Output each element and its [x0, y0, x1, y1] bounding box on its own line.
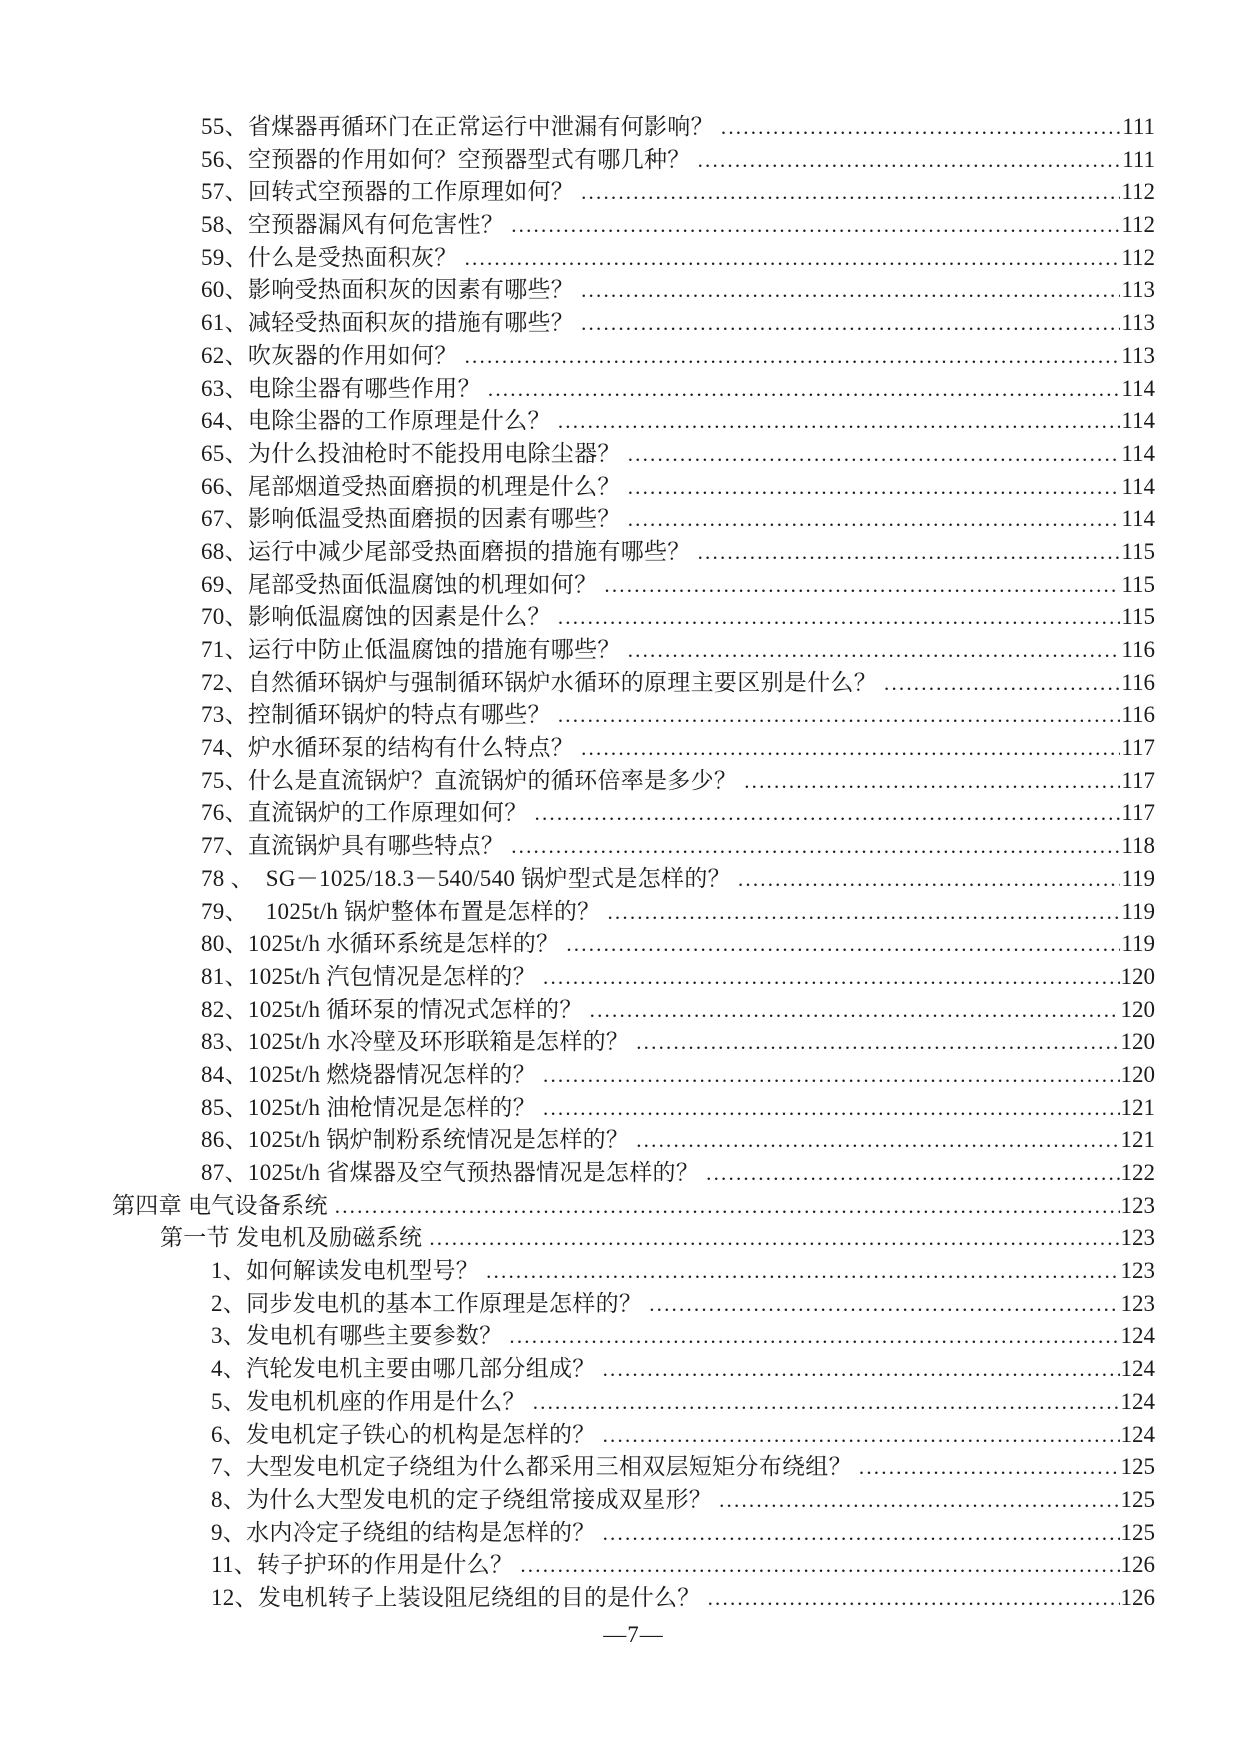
- dot-leader: [621, 438, 1121, 471]
- toc-entry-title: 73、控制循环锅炉的特点有哪些？: [201, 702, 551, 728]
- dot-leader: [621, 634, 1121, 667]
- dot-leader: [731, 863, 1120, 896]
- toc-entry[interactable]: [112, 961, 1155, 994]
- dot-leader: [691, 536, 1121, 569]
- dot-leader: [596, 1517, 1120, 1550]
- toc-entry[interactable]: [112, 928, 1155, 961]
- toc-entry[interactable]: [112, 732, 1155, 765]
- toc-entry[interactable]: [112, 340, 1155, 373]
- dot-leader: [559, 928, 1120, 961]
- toc-entry-title: 9、水内冷定子绕组的结构是怎样的？: [211, 1519, 596, 1545]
- dot-leader: [526, 1386, 1120, 1419]
- toc-entry[interactable]: [112, 1288, 1155, 1321]
- dot-leader: [328, 1190, 1120, 1223]
- dot-leader: [629, 1026, 1119, 1059]
- toc-entry[interactable]: [112, 373, 1155, 406]
- toc-entry[interactable]: [112, 863, 1155, 896]
- dot-leader: [699, 1157, 1119, 1190]
- dot-leader: [852, 1451, 1120, 1484]
- toc-entry-title: 69、尾部受热面低温腐蚀的机理如何？: [201, 571, 598, 597]
- toc-entry-title: 80、1025t/h 水循环系统是怎样的？: [201, 931, 560, 957]
- toc-entry[interactable]: [112, 209, 1155, 242]
- dot-leader: [621, 471, 1121, 504]
- toc-entry-title: 12、发电机转子上装设阻尼绕组的目的是什么？: [211, 1584, 701, 1610]
- dot-leader: [502, 1320, 1119, 1353]
- toc-entry[interactable]: [112, 634, 1155, 667]
- toc-entry-page-number: 117: [1121, 767, 1155, 793]
- page-number-footer: —7—: [603, 1622, 664, 1647]
- toc-entry-page-number: 120: [1120, 963, 1155, 989]
- toc-entry-page-number: 115: [1121, 604, 1155, 630]
- toc-entry-page-number: 123: [1120, 1258, 1155, 1284]
- toc-entry-page-number: 120: [1120, 1029, 1155, 1055]
- dot-leader: [528, 797, 1121, 830]
- dot-leader: [596, 1353, 1120, 1386]
- dot-leader: [479, 1255, 1119, 1288]
- toc-entry-title: 8、为什么大型发电机的定子绕组常接成双星形？: [211, 1486, 713, 1512]
- dot-leader: [574, 176, 1120, 209]
- toc-entry-page-number: 124: [1120, 1388, 1155, 1414]
- toc-entry-title: 11、转子护环的作用是什么？: [211, 1552, 514, 1578]
- toc-entry-title: 58、空预器漏风有何危害性？: [201, 212, 505, 238]
- toc-entry-title: 72、自然循环锅炉与强制循环锅炉水循环的原理主要区别是什么？: [201, 669, 877, 695]
- toc-entry-title: 4、汽轮发电机主要由哪几部分组成？: [211, 1356, 596, 1382]
- dot-leader: [701, 1582, 1120, 1615]
- toc-entry-page-number: 116: [1121, 637, 1155, 662]
- dot-leader: [504, 830, 1120, 863]
- toc-entry-page-number: 117: [1121, 800, 1155, 826]
- toc-entry[interactable]: [112, 438, 1155, 471]
- toc-entry[interactable]: [112, 1026, 1155, 1059]
- toc-entry[interactable]: [112, 1059, 1155, 1092]
- toc-entry-page-number: 119: [1121, 898, 1155, 924]
- toc-entry[interactable]: [112, 1255, 1155, 1288]
- dot-leader: [691, 144, 1122, 177]
- toc-entry-title: 83、1025t/h 水冷壁及环形联箱是怎样的？: [201, 1029, 630, 1055]
- toc-entry[interactable]: [112, 1386, 1155, 1419]
- toc-entry-page-number: 122: [1120, 1160, 1155, 1185]
- toc-entry-title: 65、为什么投油枪时不能投用电除尘器？: [201, 440, 621, 466]
- toc-entry[interactable]: [112, 1582, 1155, 1615]
- dot-leader: [504, 209, 1120, 242]
- toc-entry-page-number: 121: [1120, 1127, 1155, 1153]
- toc-entry-title: 76、直流锅炉的工作原理如何？: [201, 800, 528, 826]
- toc-entry-title: 71、运行中防止低温腐蚀的措施有哪些？: [201, 637, 621, 662]
- toc-entry-page-number: 121: [1120, 1094, 1155, 1120]
- dot-leader: [574, 732, 1120, 765]
- toc-entry-page-number: 114: [1121, 375, 1155, 401]
- toc-entry-title: 61、减轻受热面积灰的措施有哪些？: [201, 310, 575, 336]
- toc-entry-page-number: 114: [1121, 408, 1155, 434]
- toc-entry-page-number: 119: [1121, 931, 1155, 957]
- toc-entry-title: 57、回转式空预器的工作原理如何？: [201, 179, 575, 205]
- toc-entry[interactable]: [112, 176, 1155, 209]
- toc-entry-title: 67、影响低温受热面磨损的因素有哪些？: [201, 506, 621, 532]
- dot-leader: [458, 242, 1121, 275]
- toc-entry-page-number: 119: [1121, 865, 1155, 891]
- toc-entry-page-number: 124: [1120, 1323, 1155, 1349]
- dot-leader: [877, 667, 1120, 700]
- toc-entry-page-number: 125: [1120, 1519, 1155, 1545]
- toc-entry-title: 63、电除尘器有哪些作用？: [201, 375, 481, 401]
- dot-leader: [712, 1484, 1119, 1517]
- table-of-contents: [112, 111, 1155, 1615]
- toc-entry-page-number: 125: [1120, 1454, 1155, 1480]
- toc-entry[interactable]: [112, 1092, 1155, 1125]
- toc-entry-title: 56、空预器的作用如何？空预器型式有哪几种？: [201, 146, 691, 172]
- toc-entry-page-number: 114: [1121, 473, 1155, 499]
- dot-leader: [600, 896, 1120, 929]
- toc-entry-page-number: 113: [1121, 342, 1155, 368]
- dot-leader: [481, 373, 1120, 406]
- toc-entry-title: 87、1025t/h 省煤器及空气预热器情况是怎样的？: [201, 1160, 700, 1185]
- toc-entry[interactable]: [112, 144, 1155, 177]
- toc-entry[interactable]: [112, 1451, 1155, 1484]
- toc-entry-page-number: 115: [1121, 571, 1155, 597]
- toc-entry-page-number: 116: [1121, 669, 1155, 695]
- toc-entry-page-number: 123: [1120, 1192, 1155, 1218]
- toc-entry-page-number: 117: [1121, 735, 1155, 761]
- toc-entry-title: 59、什么是受热面积灰？: [201, 244, 458, 270]
- toc-entry-title: 84、1025t/h 燃烧器情况怎样的？: [201, 1061, 537, 1087]
- toc-entry-title: 1、如何解读发电机型号？: [211, 1258, 480, 1284]
- toc-entry-title: 第四章 电气设备系统: [112, 1192, 328, 1218]
- toc-entry-page-number: 124: [1120, 1356, 1155, 1382]
- toc-entry-page-number: 111: [1122, 146, 1155, 172]
- toc-entry-title: 60、影响受热面积灰的因素有哪些？: [201, 277, 575, 303]
- toc-entry[interactable]: [112, 765, 1155, 798]
- toc-entry[interactable]: [112, 1320, 1155, 1353]
- toc-entry-page-number: 123: [1120, 1225, 1155, 1251]
- toc-entry[interactable]: [112, 471, 1155, 504]
- toc-entry-page-number: 126: [1120, 1552, 1155, 1578]
- toc-entry-page-number: 120: [1120, 996, 1155, 1022]
- dot-leader: [597, 569, 1120, 602]
- toc-entry-title: 86、1025t/h 锅炉制粉系统情况是怎样的？: [201, 1127, 630, 1153]
- toc-entry-page-number: 125: [1120, 1486, 1155, 1512]
- toc-entry[interactable]: [112, 1517, 1155, 1550]
- dot-leader: [536, 961, 1119, 994]
- toc-entry-title: 79、 1025t/h 锅炉整体布置是怎样的？: [201, 898, 601, 924]
- toc-entry-page-number: 115: [1121, 538, 1155, 564]
- toc-entry-title: 78 、 SG－1025/18.3－540/540 锅炉型式是怎样的？: [201, 865, 731, 891]
- toc-entry-page-number: 113: [1121, 310, 1155, 336]
- toc-entry[interactable]: [112, 896, 1155, 929]
- toc-entry-page-number: 114: [1121, 440, 1155, 466]
- toc-entry-page-number: 116: [1121, 702, 1155, 728]
- toc-entry[interactable]: [112, 1157, 1155, 1190]
- toc-entry-page-number: 113: [1121, 277, 1155, 303]
- toc-entry-title: 75、什么是直流锅炉？直流锅炉的循环倍率是多少？: [201, 767, 738, 793]
- toc-entry[interactable]: [112, 536, 1155, 569]
- dot-leader: [536, 1059, 1119, 1092]
- dot-leader: [458, 340, 1121, 373]
- dot-leader: [551, 405, 1121, 438]
- toc-entry[interactable]: [112, 1419, 1155, 1452]
- toc-entry[interactable]: [112, 111, 1155, 144]
- toc-entry-page-number: 120: [1120, 1061, 1155, 1087]
- toc-entry-title: 81、1025t/h 汽包情况是怎样的？: [201, 963, 537, 989]
- dot-leader: [551, 601, 1121, 634]
- toc-entry-title: 3、发电机有哪些主要参数？: [211, 1323, 503, 1349]
- toc-entry[interactable]: [112, 274, 1155, 307]
- toc-entry[interactable]: [112, 994, 1155, 1027]
- dot-leader: [737, 765, 1120, 798]
- toc-entry[interactable]: [112, 1549, 1155, 1582]
- dot-leader: [513, 1549, 1119, 1582]
- toc-entry-page-number: 114: [1121, 506, 1155, 532]
- toc-entry-page-number: 112: [1121, 212, 1155, 238]
- toc-entry[interactable]: [112, 1124, 1155, 1157]
- toc-entry[interactable]: [112, 667, 1155, 700]
- toc-entry-page-number: 112: [1121, 244, 1155, 270]
- toc-entry-page-number: 126: [1120, 1584, 1155, 1610]
- toc-entry-title: 66、尾部烟道受热面磨损的机理是什么？: [201, 473, 621, 499]
- toc-entry[interactable]: [112, 1353, 1155, 1386]
- toc-entry-page-number: 111: [1122, 114, 1155, 139]
- dot-leader: [714, 111, 1121, 144]
- toc-entry-title: 77、直流锅炉具有哪些特点？: [201, 833, 505, 859]
- dot-leader: [596, 1419, 1120, 1452]
- toc-entry-title: 74、炉水循环泵的结构有什么特点？: [201, 735, 575, 761]
- toc-entry-title: 85、1025t/h 油枪情况是怎样的？: [201, 1094, 537, 1120]
- dot-leader: [621, 503, 1121, 536]
- toc-entry[interactable]: [112, 307, 1155, 340]
- toc-entry[interactable]: [112, 503, 1155, 536]
- toc-entry-page-number: 123: [1120, 1290, 1155, 1316]
- toc-entry-title: 64、电除尘器的工作原理是什么？: [201, 408, 551, 434]
- toc-entry-page-number: 112: [1121, 179, 1155, 205]
- toc-entry-title: 68、运行中减少尾部受热面磨损的措施有哪些？: [201, 538, 691, 564]
- toc-entry-title: 70、影响低温腐蚀的因素是什么？: [201, 604, 551, 630]
- dot-leader: [642, 1288, 1119, 1321]
- toc-entry[interactable]: [112, 242, 1155, 275]
- toc-entry-title: 55、省煤器再循环门在正常运行中泄漏有何影响？: [201, 114, 714, 139]
- toc-entry-title: 82、1025t/h 循环泵的情况式怎样的？: [201, 996, 583, 1022]
- toc-entry-title: 62、吹灰器的作用如何？: [201, 342, 458, 368]
- toc-entry[interactable]: [112, 1222, 1155, 1255]
- toc-entry-title: 5、发电机机座的作用是什么？: [211, 1388, 526, 1414]
- toc-entry[interactable]: [112, 1484, 1155, 1517]
- dot-leader: [536, 1092, 1119, 1125]
- toc-entry[interactable]: [112, 1190, 1155, 1223]
- toc-entry[interactable]: [112, 405, 1155, 438]
- toc-entry[interactable]: [112, 830, 1155, 863]
- dot-leader: [629, 1124, 1119, 1157]
- dot-leader: [551, 699, 1121, 732]
- toc-entry[interactable]: [112, 699, 1155, 732]
- dot-leader: [574, 307, 1120, 340]
- toc-entry-title: 2、同步发电机的基本工作原理是怎样的？: [211, 1290, 643, 1316]
- toc-entry-title: 7、大型发电机定子绕组为什么都采用三相双层短矩分布绕组？: [211, 1454, 852, 1480]
- dot-leader: [422, 1222, 1119, 1255]
- toc-entry-title: 6、发电机定子铁心的机构是怎样的？: [211, 1421, 596, 1447]
- dot-leader: [583, 994, 1120, 1027]
- dot-leader: [574, 274, 1120, 307]
- toc-entry[interactable]: [112, 569, 1155, 602]
- toc-entry-title: 第一节 发电机及励磁系统: [160, 1225, 423, 1251]
- toc-entry-page-number: 118: [1121, 833, 1155, 859]
- toc-entry-page-number: 124: [1120, 1421, 1155, 1447]
- toc-entry[interactable]: [112, 601, 1155, 634]
- toc-entry[interactable]: [112, 797, 1155, 830]
